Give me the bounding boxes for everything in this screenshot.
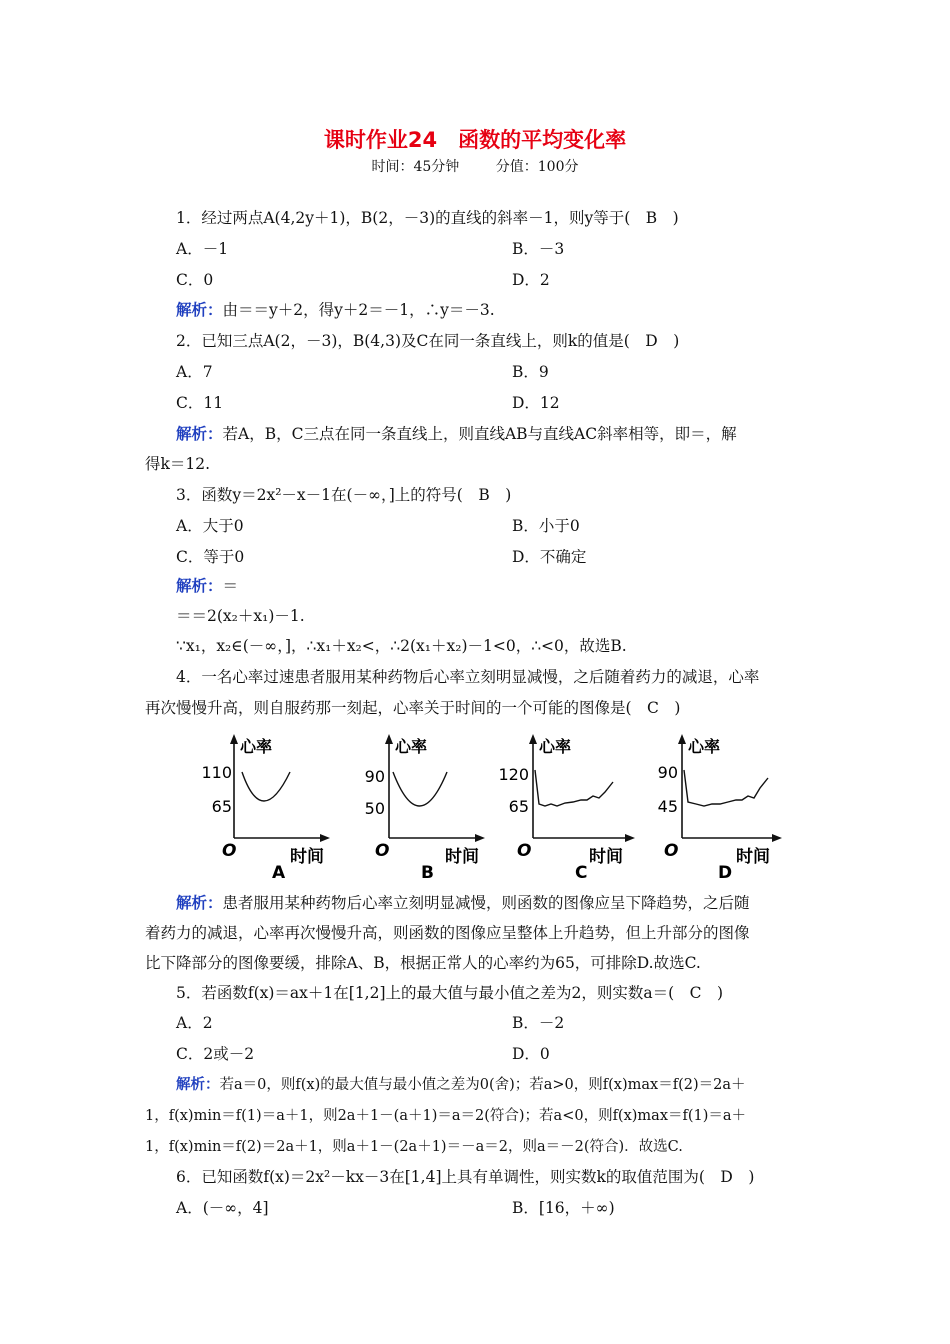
graph-b [345,730,495,880]
solution-5 [176,1075,838,1095]
origin-label: O [517,841,532,861]
solution-5-line3: 1，f(x)min＝f(2)＝2a＋1，则a＋1－(2a＋1)＝－a＝2，则a＝－2(符合)．故选C. [145,1139,683,1155]
question-2: 2．已知三点A(2，－3)，B(4,3)及C在同一条直线上，则k的值是( D ) [176,332,680,350]
tick-label: 45 [657,797,678,816]
x-axis-label: 时间 [445,847,479,867]
tick-label: 65 [508,797,529,816]
solution-text: 由＝＝y＋2，得y＋2＝－1，∴y＝－3. [222,301,495,319]
solution-label: 解析： [176,576,223,595]
question-5: 5．若函数f(x)＝ax＋1在[1,2]上的最大值与最小值之差为2，则实数a＝( C ) [176,984,724,1002]
q2-option-b: B．9 [512,363,549,381]
q5-option-d: D．0 [512,1045,550,1063]
tick-label: 50 [364,799,385,818]
graph-a [190,730,340,880]
solution-text: 若a＝0，则f(x)的最大值与最小值之差为0(舍)；若a>0，则f(x)max＝f(2)＝2a＋ [219,1077,746,1093]
solution-4-line2: 着药力的减退，心率再次慢慢升高，则函数的图像应呈整体上升趋势，但上升部分的图像 [145,924,750,942]
q2-option-c: C．11 [176,394,224,412]
q5-option-a: A．2 [176,1014,213,1032]
question-1: 1．经过两点A(4,2y＋1)，B(2，－3)的直线的斜率－1，则y等于( B ) [176,209,679,227]
q5-option-c: C．2或－2 [176,1045,255,1063]
solution-label: 解析： [176,1076,220,1093]
q1-option-a: A．－1 [176,240,229,258]
q5-option-b: B．－2 [512,1014,565,1032]
solution-3 [176,576,838,596]
solution-text: 患者服用某种药物后心率立刻明显减慢，则函数的图像应呈下降趋势，之后随 [222,894,750,912]
figure-letter: C [575,863,588,880]
q3-option-b: B．小于0 [512,517,580,535]
curve [535,770,613,806]
q2-option-d: D．12 [512,394,560,412]
q3-option-a: A．大于0 [176,517,244,535]
q1-option-b: B．－3 [512,240,565,258]
solution-2 [176,424,838,444]
x-axis-label: 时间 [290,847,324,867]
tick-label: 65 [211,797,232,816]
graph-d [642,730,792,880]
time-limit: 时间：45分钟 [371,159,460,175]
solution-text: 若A，B，C三点在同一条直线上，则直线AB与直线AC斜率相等，即＝，解 [222,425,737,443]
q1-option-d: D．2 [512,271,550,289]
solution-label: 解析： [176,300,223,319]
solution-3-line3: ∵x₁，x₂∈(－∞，]，∴x₁＋x₂<，∴2(x₁＋x₂)－1<0，∴<0，故选B. [176,637,627,655]
solution-label: 解析： [176,424,223,443]
y-axis-label: 心率 [395,737,428,756]
curve [393,772,447,806]
page-title: 课时作业24 函数的平均变化率 [323,128,627,152]
origin-label: O [375,841,390,861]
origin-label: O [664,841,679,861]
solution-5-line2: 1，f(x)min＝f(1)＝a＋1，则2a＋1－(a＋1)＝a＝2(符合)；若a<0，则f(x)max＝f(1)＝a＋ [145,1108,747,1124]
solution-3-line2: ＝＝2(x₂＋x₁)－1. [176,607,305,625]
solution-4-line3: 比下降部分的图像要缓，排除A、B，根据正常人的心率约为65，可排除D.故选C. [145,954,701,972]
curve [684,770,768,806]
page-subtitle [0,156,950,176]
solution-4 [176,893,838,913]
tick-label: 120 [498,765,529,784]
y-axis-label: 心率 [240,737,273,756]
solution-1 [176,300,838,320]
x-axis-label: 时间 [736,847,770,867]
tick-label: 110 [201,763,232,782]
figure-letter: A [272,863,286,880]
q1-option-c: C．0 [176,271,214,289]
q6-option-b: B．[16，＋∞) [512,1199,615,1217]
graph-c [495,730,645,880]
tick-label: 90 [364,767,385,786]
q3-option-d: D．不确定 [512,548,587,566]
y-axis-label: 心率 [688,737,721,756]
question-3: 3．函数y＝2x²－x－1在(－∞，]上的符号( B ) [176,486,512,504]
x-axis-label: 时间 [589,847,623,867]
figure-letter: D [718,863,733,880]
curve [242,772,290,801]
solution-2-cont: 得k＝12. [145,455,211,473]
q3-option-c: C．等于0 [176,548,245,566]
y-axis-label: 心率 [539,737,572,756]
solution-text: ＝ [222,577,239,595]
question-4-cont: 再次慢慢升高，则自服药那一刻起，心率关于时间的一个可能的图像是( C ) [145,699,681,717]
q6-option-a: A．(－∞，4] [176,1199,269,1217]
solution-label: 解析： [176,893,223,912]
origin-label: O [222,841,237,861]
score-total: 分值：100分 [495,159,579,175]
tick-label: 90 [657,763,678,782]
question-6: 6．已知函数f(x)＝2x²－kx－3在[1,4]上具有单调性，则实数k的取值范围为( D ) [176,1168,755,1186]
figure-letter: B [421,863,434,880]
q2-option-a: A．7 [176,363,213,381]
question-4: 4．一名心率过速患者服用某种药物后心率立刻明显减慢，之后随着药力的减退，心率 [176,668,760,686]
